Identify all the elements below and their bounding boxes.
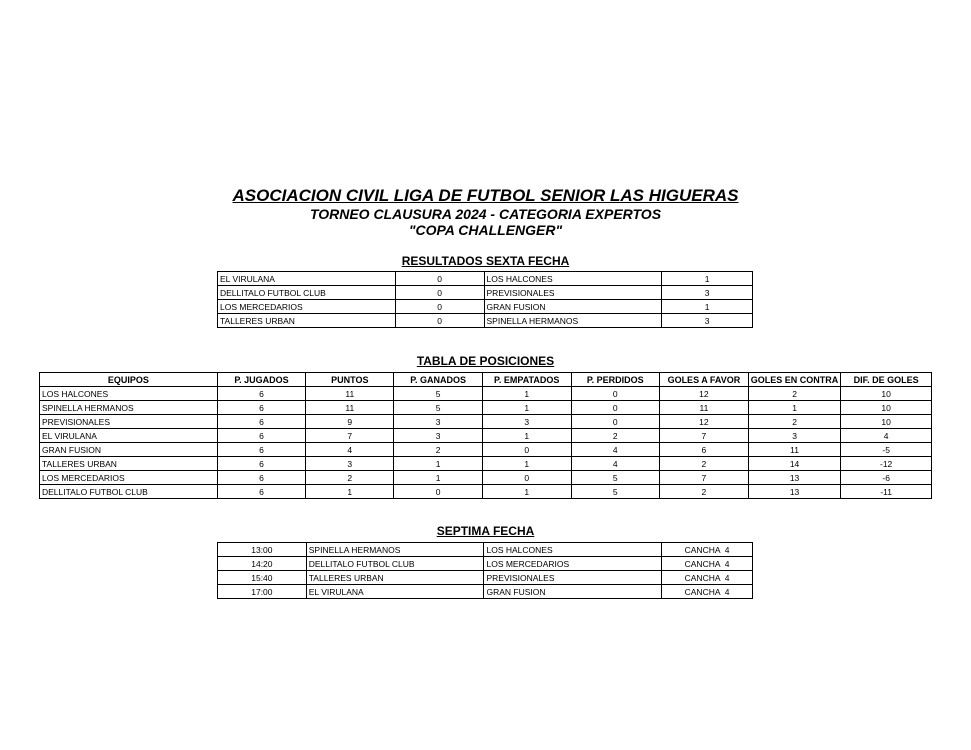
stat-cell: 0 [571, 387, 660, 401]
fixture-row [218, 571, 753, 585]
column-header: PUNTOS [306, 373, 394, 387]
team-name: DELLITALO FUTBOL CLUB [40, 485, 218, 499]
stat-cell: 1 [482, 401, 571, 415]
stat-cell: 5 [571, 471, 660, 485]
standings-heading: TABLA DE POSICIONES [416, 354, 555, 368]
column-header: P. EMPATADOS [482, 373, 571, 387]
stat-cell: 13 [748, 485, 841, 499]
away-team: SPINELLA HERMANOS [484, 314, 662, 328]
stat-cell: 11 [748, 443, 841, 457]
stat-cell: 14 [748, 457, 841, 471]
stat-cell: 7 [660, 429, 749, 443]
stat-cell: -11 [841, 485, 932, 499]
home-team: DELLITALO FUTBOL CLUB [306, 557, 484, 571]
table-row [40, 443, 932, 457]
table-row [40, 471, 932, 485]
stat-cell: 1 [748, 401, 841, 415]
stat-cell: 2 [306, 471, 394, 485]
stat-cell: 11 [660, 401, 749, 415]
match-time: 15:40 [218, 571, 307, 585]
away-goals: 3 [662, 286, 753, 300]
away-team: PREVISIONALES [484, 286, 662, 300]
away-team: LOS HALCONES [484, 272, 662, 286]
results-heading: RESULTADOS SEXTA FECHA [401, 254, 570, 268]
column-header: P. JUGADOS [217, 373, 305, 387]
away-team: GRAN FUSION [484, 300, 662, 314]
stat-cell: 2 [748, 415, 841, 429]
home-team: LOS MERCEDARIOS [218, 300, 396, 314]
stat-cell: 6 [660, 443, 749, 457]
away-team: GRAN FUSION [484, 585, 662, 599]
stat-cell: 1 [482, 429, 571, 443]
home-team: EL VIRULANA [306, 585, 484, 599]
stat-cell: 9 [306, 415, 394, 429]
stat-cell: 11 [306, 387, 394, 401]
home-team: TALLERES URBAN [218, 314, 396, 328]
stat-cell: 4 [571, 457, 660, 471]
match-time: 13:00 [218, 543, 307, 557]
table-row [40, 415, 932, 429]
column-header: EQUIPOS [40, 373, 218, 387]
stat-cell: 4 [841, 429, 932, 443]
standings-table [39, 372, 932, 499]
team-name: GRAN FUSION [40, 443, 218, 457]
result-row [218, 272, 753, 286]
match-time: 17:00 [218, 585, 307, 599]
stat-cell: 12 [660, 387, 749, 401]
column-header: GOLES A FAVOR [660, 373, 749, 387]
stat-cell: 6 [217, 415, 305, 429]
stat-cell: 3 [394, 429, 482, 443]
tournament-subtitle: TORNEO CLAUSURA 2024 - CATEGORIA EXPERTOS [309, 206, 662, 222]
stat-cell: 10 [841, 401, 932, 415]
fixtures-table [217, 542, 753, 599]
stat-cell: 5 [394, 401, 482, 415]
stat-cell: 0 [394, 485, 482, 499]
stat-cell: 2 [748, 387, 841, 401]
stat-cell: 2 [660, 485, 749, 499]
stat-cell: 13 [748, 471, 841, 485]
team-name: TALLERES URBAN [40, 457, 218, 471]
result-row [218, 314, 753, 328]
stat-cell: 3 [306, 457, 394, 471]
stat-cell: 3 [394, 415, 482, 429]
league-title: ASOCIACION CIVIL LIGA DE FUTBOL SENIOR LAS HIGUERAS [232, 186, 739, 205]
team-name: LOS HALCONES [40, 387, 218, 401]
stat-cell: -12 [841, 457, 932, 471]
stat-cell: 1 [306, 485, 394, 499]
result-row [218, 286, 753, 300]
stat-cell: 6 [217, 471, 305, 485]
cup-name: "COPA CHALLENGER" [408, 222, 563, 238]
team-name: PREVISIONALES [40, 415, 218, 429]
stat-cell: -6 [841, 471, 932, 485]
home-goals: 0 [395, 300, 484, 314]
column-header: P. PERDIDOS [571, 373, 660, 387]
team-name: LOS MERCEDARIOS [40, 471, 218, 485]
stat-cell: 12 [660, 415, 749, 429]
home-goals: 0 [395, 286, 484, 300]
stat-cell: 3 [482, 415, 571, 429]
stat-cell: 4 [571, 443, 660, 457]
stat-cell: 7 [660, 471, 749, 485]
stat-cell: 1 [394, 471, 482, 485]
stat-cell: 6 [217, 457, 305, 471]
result-row [218, 300, 753, 314]
table-row [40, 429, 932, 443]
home-team: SPINELLA HERMANOS [306, 543, 484, 557]
stat-cell: -5 [841, 443, 932, 457]
column-header: P. GANADOS [394, 373, 482, 387]
stat-cell: 2 [660, 457, 749, 471]
stat-cell: 1 [482, 387, 571, 401]
table-row [40, 457, 932, 471]
fixture-row [218, 543, 753, 557]
away-team: LOS HALCONES [484, 543, 662, 557]
fixture-row [218, 557, 753, 571]
field-name: CANCHA 4 [662, 557, 753, 571]
away-goals: 1 [662, 272, 753, 286]
home-team: DELLITALO FUTBOL CLUB [218, 286, 396, 300]
stat-cell: 11 [306, 401, 394, 415]
stat-cell: 6 [217, 401, 305, 415]
stat-cell: 5 [394, 387, 482, 401]
stat-cell: 6 [217, 387, 305, 401]
stat-cell: 7 [306, 429, 394, 443]
stat-cell: 0 [482, 471, 571, 485]
stat-cell: 6 [217, 429, 305, 443]
home-team: TALLERES URBAN [306, 571, 484, 585]
away-goals: 3 [662, 314, 753, 328]
field-name: CANCHA 4 [662, 543, 753, 557]
stat-cell: 5 [571, 485, 660, 499]
home-team: EL VIRULANA [218, 272, 396, 286]
column-header: DIF. DE GOLES [841, 373, 932, 387]
table-row [40, 387, 932, 401]
home-goals: 0 [395, 314, 484, 328]
team-name: SPINELLA HERMANOS [40, 401, 218, 415]
column-header: GOLES EN CONTRA [748, 373, 841, 387]
home-goals: 0 [395, 272, 484, 286]
match-time: 14:20 [218, 557, 307, 571]
stat-cell: 1 [394, 457, 482, 471]
stat-cell: 4 [306, 443, 394, 457]
stat-cell: 0 [482, 443, 571, 457]
stat-cell: 3 [748, 429, 841, 443]
stat-cell: 1 [482, 457, 571, 471]
away-team: LOS MERCEDARIOS [484, 557, 662, 571]
fixtures-heading: SEPTIMA FECHA [436, 524, 535, 538]
stat-cell: 10 [841, 387, 932, 401]
fixture-row [218, 585, 753, 599]
stat-cell: 2 [571, 429, 660, 443]
stat-cell: 1 [482, 485, 571, 499]
stat-cell: 0 [571, 415, 660, 429]
table-row [40, 401, 932, 415]
away-goals: 1 [662, 300, 753, 314]
stat-cell: 6 [217, 443, 305, 457]
results-table [217, 271, 753, 328]
standings-header-row [40, 373, 932, 387]
stat-cell: 6 [217, 485, 305, 499]
stat-cell: 10 [841, 415, 932, 429]
field-name: CANCHA 4 [662, 585, 753, 599]
away-team: PREVISIONALES [484, 571, 662, 585]
stat-cell: 0 [571, 401, 660, 415]
table-row [40, 485, 932, 499]
field-name: CANCHA 4 [662, 571, 753, 585]
team-name: EL VIRULANA [40, 429, 218, 443]
stat-cell: 2 [394, 443, 482, 457]
